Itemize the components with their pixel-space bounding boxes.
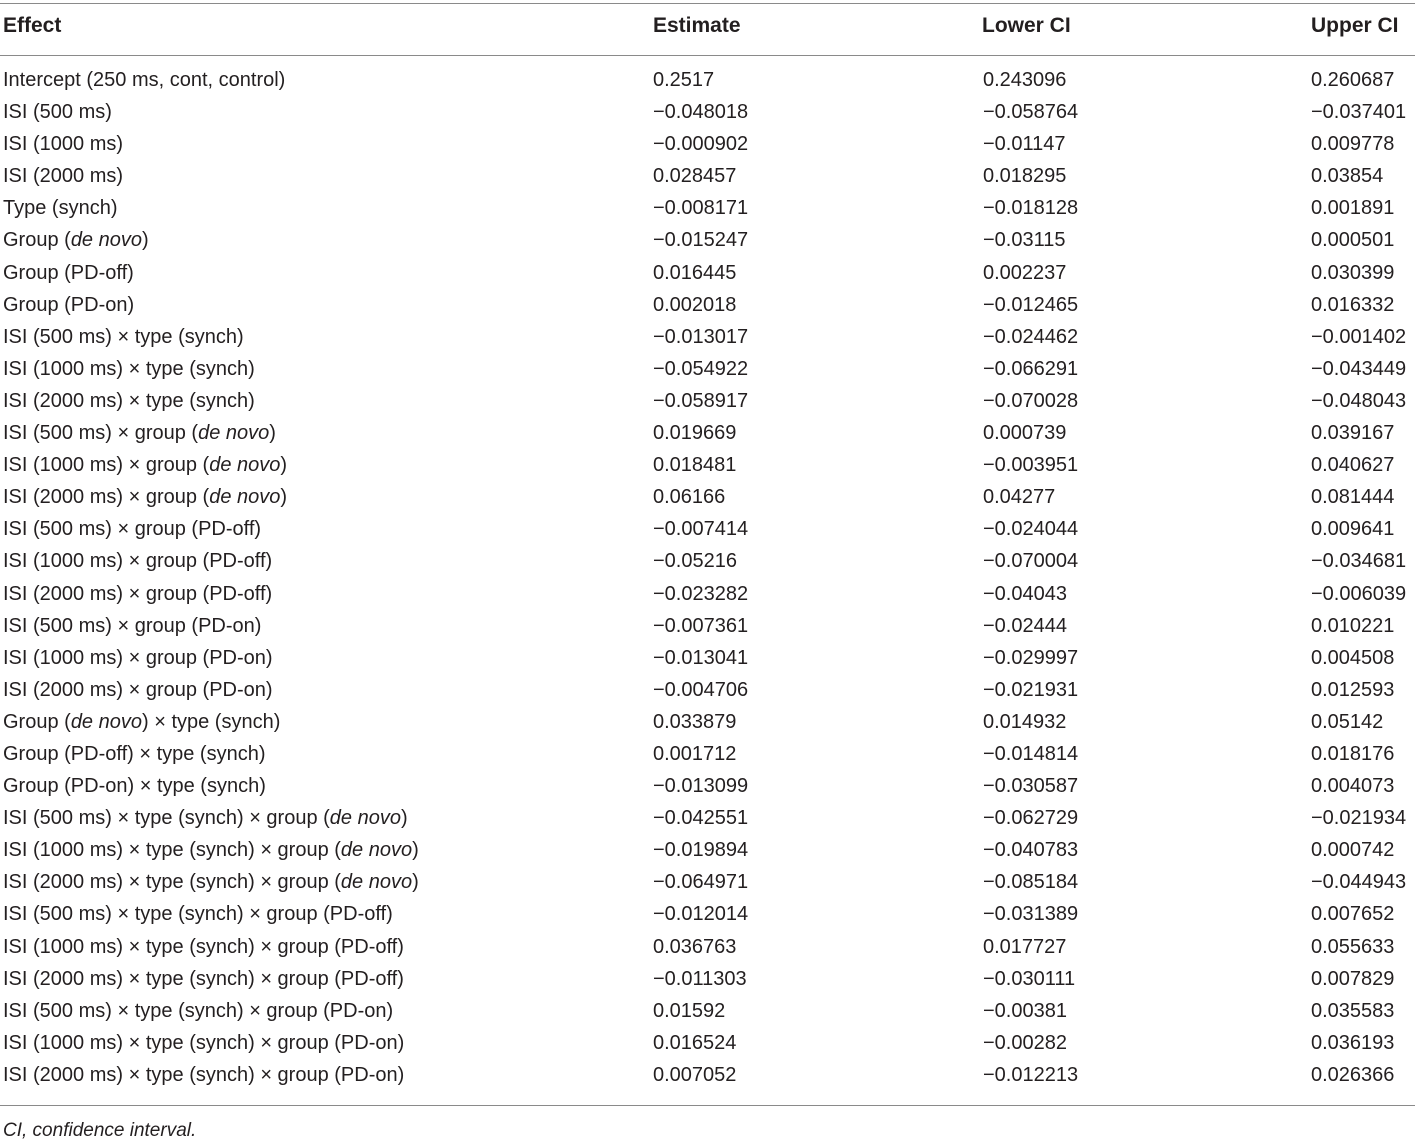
cell-estimate: −0.05216 [653,550,737,573]
cell-estimate: −0.064971 [653,871,749,894]
cell-upper-ci: −0.021934 [1311,807,1407,830]
cell-lower-ci: −0.085184 [983,871,1079,894]
table-row [0,449,1415,481]
cell-upper-ci: 0.012593 [1311,678,1395,701]
cell-effect: ISI (2000 ms) × type (synch) × group (PD-on) [3,1063,405,1086]
cell-effect: ISI (1000 ms) × type (synch) × group (de novo) [3,839,419,862]
cell-effect: Group (PD-on) × type (synch) [3,775,266,798]
cell-effect: ISI (2000 ms) × group (PD-off) [3,582,273,605]
cell-effect: Group (PD-off) × type (synch) [3,742,266,765]
table-row [0,224,1415,256]
cell-estimate: 0.036763 [653,935,737,958]
cell-estimate: −0.048018 [653,101,749,124]
table-row [0,192,1415,224]
cell-lower-ci: 0.04277 [983,486,1056,509]
cell-lower-ci: −0.030111 [983,967,1076,990]
cell-estimate: 0.019669 [653,422,737,445]
table-row [0,995,1415,1027]
cell-lower-ci: −0.003951 [983,454,1079,477]
cell-upper-ci: −0.001402 [1311,325,1407,348]
table-footnote: CI, confidence interval. [3,1120,197,1141]
cell-lower-ci: −0.031389 [983,903,1079,926]
cell-upper-ci: 0.036193 [1311,1031,1395,1054]
cell-effect: ISI (500 ms) × type (synch) × group (de novo) [3,807,408,830]
cell-upper-ci: 0.009778 [1311,133,1395,156]
cell-estimate: −0.004706 [653,678,749,701]
cell-estimate: −0.013041 [653,646,749,669]
cell-effect: ISI (500 ms) × type (synch) × group (PD-on) [3,999,394,1022]
cell-lower-ci: −0.012213 [983,1063,1079,1086]
cell-estimate: −0.015247 [653,229,749,252]
cell-estimate: −0.042551 [653,807,749,830]
cell-upper-ci: 0.030399 [1311,261,1395,284]
cell-upper-ci: 0.004508 [1311,646,1395,669]
table-body [0,64,1415,1091]
table-bottom-rule [0,1105,1415,1106]
table-row [0,834,1415,866]
cell-lower-ci: 0.002237 [983,261,1067,284]
table-row [0,770,1415,802]
table-row [0,898,1415,930]
table-row [0,64,1415,96]
cell-effect: Group (de novo) [3,229,149,252]
table-row [0,481,1415,513]
cell-upper-ci: −0.006039 [1311,582,1407,605]
cell-estimate: −0.023282 [653,582,749,605]
cell-estimate: −0.007414 [653,518,749,541]
cell-upper-ci: 0.001891 [1311,197,1395,220]
cell-upper-ci: 0.03854 [1311,165,1384,188]
cell-effect: ISI (500 ms) × type (synch) [3,325,244,348]
cell-lower-ci: −0.062729 [983,807,1079,830]
cell-upper-ci: 0.000742 [1311,839,1395,862]
cell-lower-ci: −0.029997 [983,646,1079,669]
cell-lower-ci: 0.018295 [983,165,1067,188]
cell-upper-ci: 0.007829 [1311,967,1395,990]
cell-effect: ISI (1000 ms) × group (PD-on) [3,646,273,669]
cell-lower-ci: −0.021931 [983,678,1079,701]
cell-effect: ISI (1000 ms) [3,133,124,156]
table-row [0,1027,1415,1059]
cell-lower-ci: 0.000739 [983,422,1067,445]
cell-lower-ci: −0.02444 [983,614,1067,637]
cell-estimate: 0.016524 [653,1031,737,1054]
cell-estimate: −0.008171 [653,197,749,220]
column-header-lower-ci: Lower CI [982,14,1071,37]
table-row [0,321,1415,353]
cell-effect: ISI (1000 ms) × type (synch) × group (PD-on) [3,1031,405,1054]
cell-upper-ci: −0.034681 [1311,550,1407,573]
cell-effect: ISI (1000 ms) × type (synch) × group (PD-off) [3,935,404,958]
cell-upper-ci: 0.035583 [1311,999,1395,1022]
cell-estimate: −0.000902 [653,133,749,156]
cell-lower-ci: −0.01147 [983,133,1066,156]
cell-estimate: −0.007361 [653,614,749,637]
cell-estimate: −0.011303 [653,967,747,990]
cell-lower-ci: −0.040783 [983,839,1079,862]
cell-upper-ci: 0.055633 [1311,935,1395,958]
table-row [0,353,1415,385]
cell-estimate: 0.002018 [653,293,737,316]
table-row [0,545,1415,577]
cell-estimate: 0.001712 [653,742,737,765]
cell-estimate: −0.058917 [653,389,749,412]
cell-estimate: −0.054922 [653,357,749,380]
cell-upper-ci: 0.004073 [1311,775,1395,798]
cell-effect: ISI (2000 ms) [3,165,124,188]
cell-effect: ISI (500 ms) × group (PD-off) [3,518,262,541]
cell-upper-ci: 0.007652 [1311,903,1395,926]
cell-effect: ISI (1000 ms) × type (synch) [3,357,255,380]
cell-estimate: −0.013017 [653,325,749,348]
table-row [0,802,1415,834]
column-header-estimate: Estimate [653,14,741,37]
column-header-upper-ci: Upper CI [1311,14,1399,37]
cell-upper-ci: 0.040627 [1311,454,1395,477]
cell-upper-ci: 0.016332 [1311,293,1395,316]
table-top-rule [0,3,1415,4]
cell-lower-ci: −0.070004 [983,550,1079,573]
table-row [0,289,1415,321]
cell-lower-ci: −0.058764 [983,101,1079,124]
table-row [0,513,1415,545]
cell-lower-ci: −0.018128 [983,197,1079,220]
cell-effect: ISI (2000 ms) × group (de novo) [3,486,288,509]
cell-estimate: −0.019894 [653,839,749,862]
cell-estimate: 0.01592 [653,999,726,1022]
cell-effect: ISI (1000 ms) × group (de novo) [3,454,288,477]
cell-upper-ci: −0.048043 [1311,389,1407,412]
cell-upper-ci: 0.260687 [1311,69,1395,91]
cell-estimate: −0.012014 [653,903,749,926]
cell-lower-ci: −0.04043 [983,582,1067,605]
cell-effect: ISI (2000 ms) × group (PD-on) [3,678,273,701]
cell-estimate: 0.018481 [653,454,737,477]
cell-upper-ci: 0.039167 [1311,422,1395,445]
cell-effect: Group (de novo) × type (synch) [3,710,281,733]
cell-lower-ci: 0.243096 [983,69,1067,91]
cell-estimate: 0.028457 [653,165,737,188]
cell-effect: Type (synch) [3,197,118,220]
cell-effect: ISI (2000 ms) × type (synch) × group (PD-off) [3,967,404,990]
cell-lower-ci: 0.014932 [983,710,1067,733]
cell-lower-ci: −0.024462 [983,325,1079,348]
table-row [0,674,1415,706]
cell-effect: Intercept (250 ms, cont, control) [3,69,286,91]
cell-upper-ci: 0.026366 [1311,1063,1395,1086]
cell-lower-ci: −0.070028 [983,389,1079,412]
cell-estimate: 0.007052 [653,1063,737,1086]
cell-upper-ci: 0.05142 [1311,710,1384,733]
table-row [0,866,1415,898]
table-row [0,931,1415,963]
table-row [0,738,1415,770]
cell-upper-ci: −0.043449 [1311,357,1407,380]
cell-effect: Group (PD-off) [3,261,134,284]
table-row [0,642,1415,674]
table-row [0,385,1415,417]
cell-estimate: 0.06166 [653,486,726,509]
cell-lower-ci: −0.00282 [983,1031,1067,1054]
cell-lower-ci: −0.012465 [983,293,1079,316]
cell-lower-ci: 0.017727 [983,935,1067,958]
table-row [0,96,1415,128]
table-row [0,128,1415,160]
cell-estimate: 0.016445 [653,261,737,284]
cell-upper-ci: 0.009641 [1311,518,1395,541]
cell-upper-ci: −0.037401 [1311,101,1407,124]
cell-effect: ISI (2000 ms) × type (synch) [3,389,255,412]
table-row [0,1059,1415,1091]
cell-lower-ci: −0.030587 [983,775,1079,798]
cell-estimate: 0.033879 [653,710,737,733]
table-row [0,706,1415,738]
cell-upper-ci: 0.010221 [1311,614,1395,637]
cell-effect: ISI (500 ms) × group (de novo) [3,422,276,445]
cell-upper-ci: 0.018176 [1311,742,1395,765]
cell-effect: Group (PD-on) [3,293,135,316]
cell-effect: ISI (1000 ms) × group (PD-off) [3,550,273,573]
cell-upper-ci: 0.000501 [1311,229,1395,252]
table-row [0,417,1415,449]
cell-upper-ci: 0.081444 [1311,486,1395,509]
cell-lower-ci: −0.024044 [983,518,1079,541]
cell-effect: ISI (500 ms) [3,101,112,124]
cell-lower-ci: −0.066291 [983,357,1079,380]
table-row [0,578,1415,610]
cell-estimate: 0.2517 [653,69,715,91]
cell-effect: ISI (500 ms) × type (synch) × group (PD-off) [3,903,393,926]
column-header-effect: Effect [3,14,62,37]
table-row [0,610,1415,642]
header-rule [0,55,1415,56]
cell-lower-ci: −0.03115 [983,229,1066,252]
cell-upper-ci: −0.044943 [1311,871,1407,894]
cell-effect: ISI (500 ms) × group (PD-on) [3,614,262,637]
table-row [0,257,1415,289]
cell-estimate: −0.013099 [653,775,749,798]
table-row [0,160,1415,192]
table-row [0,963,1415,995]
cell-lower-ci: −0.014814 [983,742,1079,765]
cell-effect: ISI (2000 ms) × type (synch) × group (de novo) [3,871,419,894]
cell-lower-ci: −0.00381 [983,999,1067,1022]
